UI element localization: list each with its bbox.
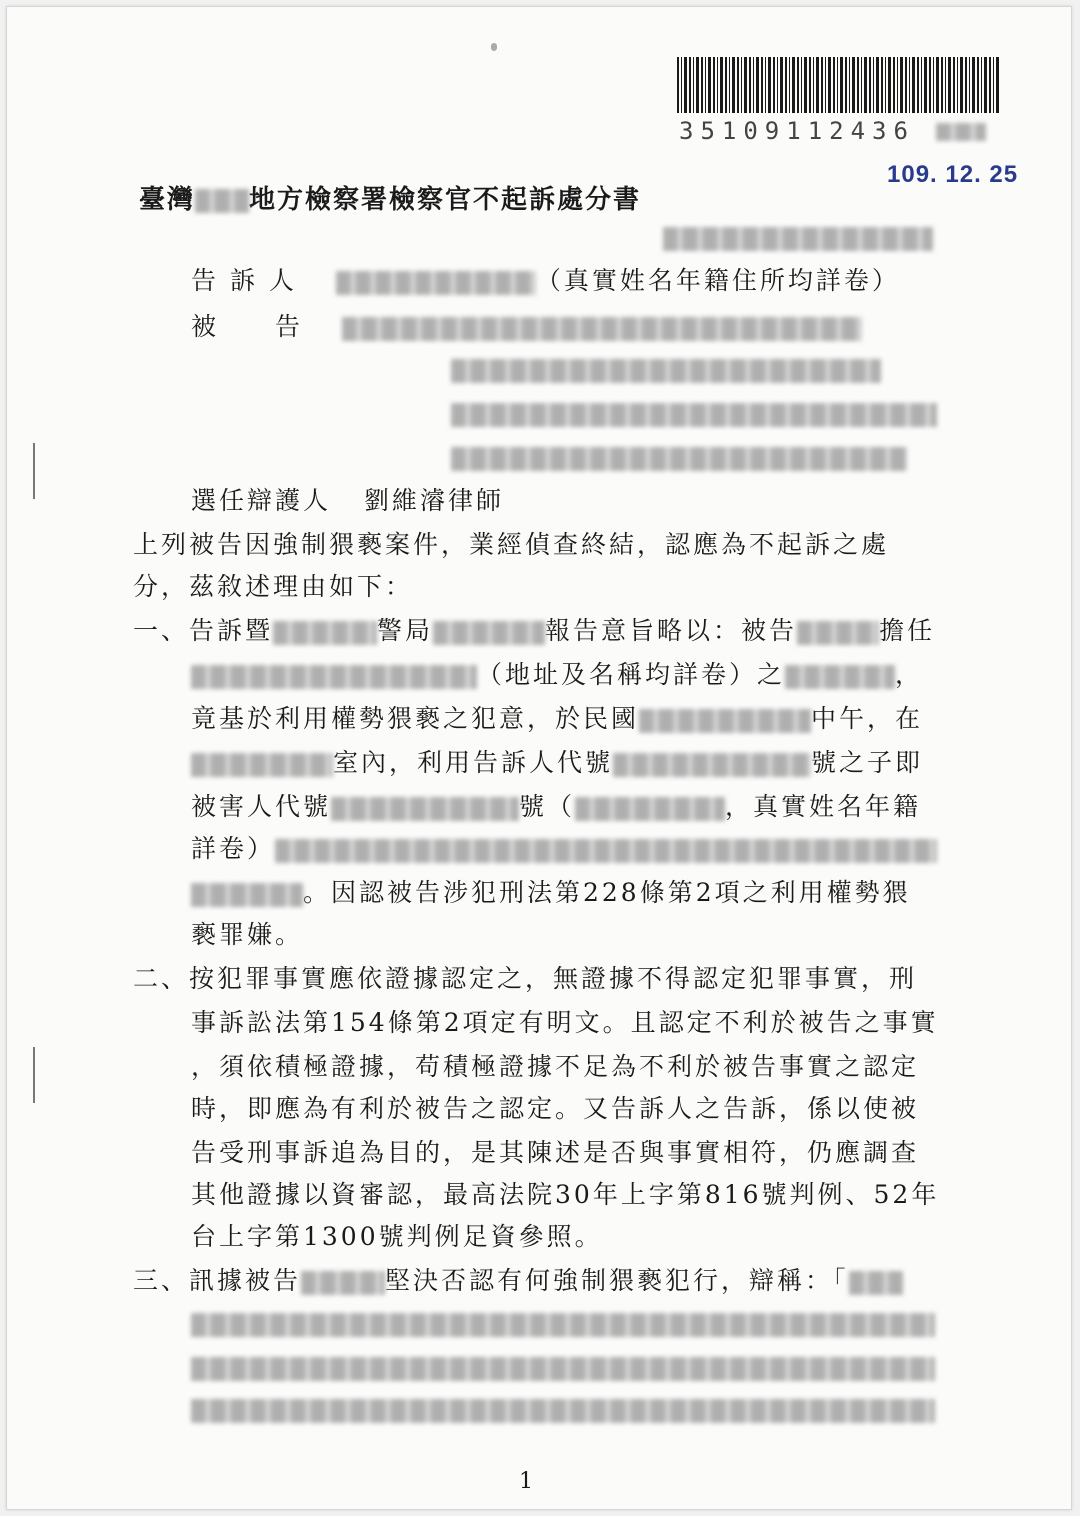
intro-line-2: 分，茲敘述理由如下： <box>133 572 414 601</box>
redaction-blur <box>195 189 249 213</box>
section-2-line-1: 二、按犯罪事實應依證據認定之，無證據不得認定犯罪事實，刑 <box>133 964 918 993</box>
redaction-blur <box>191 1357 935 1381</box>
margin-mark <box>33 1047 35 1103</box>
redaction-blur <box>191 1399 935 1423</box>
redaction-blur <box>639 709 811 733</box>
redaction-blur <box>191 883 303 907</box>
document-title: 臺灣 地方檢察署檢察官不起訴處分書 <box>139 185 642 215</box>
redaction-blur <box>451 359 881 383</box>
redaction-blur <box>342 317 862 341</box>
defendant-line: 被 告 <box>191 311 862 343</box>
redaction-blur <box>336 271 536 295</box>
redaction-blur <box>331 797 519 821</box>
section-1-line-3: 竟基於利用權勢猥褻之犯意，於民國 中午，在 <box>191 704 924 733</box>
section-1-line-6: 詳卷） <box>191 833 937 865</box>
complainant-line: 告 訴 人 （真實姓名年籍住所均詳卷） <box>191 266 900 295</box>
redaction-blur <box>613 753 811 777</box>
section-1-line-2: （地址及名稱均詳卷）之 ， <box>191 659 923 691</box>
section-1-line-8: 褻罪嫌。 <box>191 920 304 949</box>
section-3-line-1: 三、訊據被告 堅決否認有何強制猥褻犯行，辯稱：「 <box>133 1265 903 1297</box>
section-1-line-4: 室內，利用告訴人代號 號之子即 <box>191 747 923 779</box>
intro-line-1: 上列被告因強制猥褻案件，業經偵查終結，認應為不起訴之處 <box>133 530 890 559</box>
case-number-redacted <box>663 227 933 251</box>
margin-mark <box>33 443 35 499</box>
redaction-blur <box>273 621 377 645</box>
redaction-blur <box>433 621 545 645</box>
section-2-line-6: 其他證據以資審認，最高法院30年上字第816號判例、52年 <box>191 1180 940 1209</box>
section-2-line-5: 告受刑事訴追為目的，是其陳述是否與事實相符，仍應調查 <box>191 1138 920 1167</box>
barcode <box>677 57 999 113</box>
barcode-number: 35109112436 <box>679 117 986 145</box>
section-2-line-2: 事訴訟法第154條第2項定有明文。且認定不利於被告之事實 <box>191 1008 939 1037</box>
redaction-blur <box>191 1313 935 1337</box>
redaction-blur <box>275 839 937 863</box>
redaction-blur <box>785 665 895 689</box>
redaction-blur <box>936 123 986 141</box>
section-2-line-3: ，須依積極證據，苟積極證據不足為不利於被告事實之認定 <box>191 1052 920 1081</box>
defender-line: 選任辯護人 劉維濬律師 <box>191 486 504 515</box>
redaction-blur <box>797 621 879 645</box>
redaction-blur <box>451 447 907 471</box>
page-number: 1 <box>519 1469 533 1494</box>
scan-speck <box>491 43 497 51</box>
redaction-blur <box>301 1271 385 1295</box>
redaction-blur <box>191 665 477 689</box>
section-1-line-5: 被害人代號 號（ ，真實姓名年籍 <box>191 792 922 821</box>
redaction-blur <box>451 403 937 427</box>
redaction-blur <box>575 797 725 821</box>
redaction-blur <box>849 1271 903 1295</box>
section-1-line-1: 一、告訴暨 警局 報告意旨略以：被告 擔任 <box>133 616 936 645</box>
document-page <box>6 6 1072 1510</box>
section-2-line-7: 台上字第1300號判例足資參照。 <box>191 1222 603 1251</box>
section-1-line-7: 。因認被告涉犯刑法第228條第2項之利用權勢猥 <box>191 877 911 909</box>
received-date-stamp: 109. 12. 25 <box>887 161 1019 188</box>
section-2-line-4: 時，即應為有利於被告之認定。又告訴人之告訴，係以使被 <box>191 1094 920 1123</box>
redaction-blur <box>191 753 333 777</box>
